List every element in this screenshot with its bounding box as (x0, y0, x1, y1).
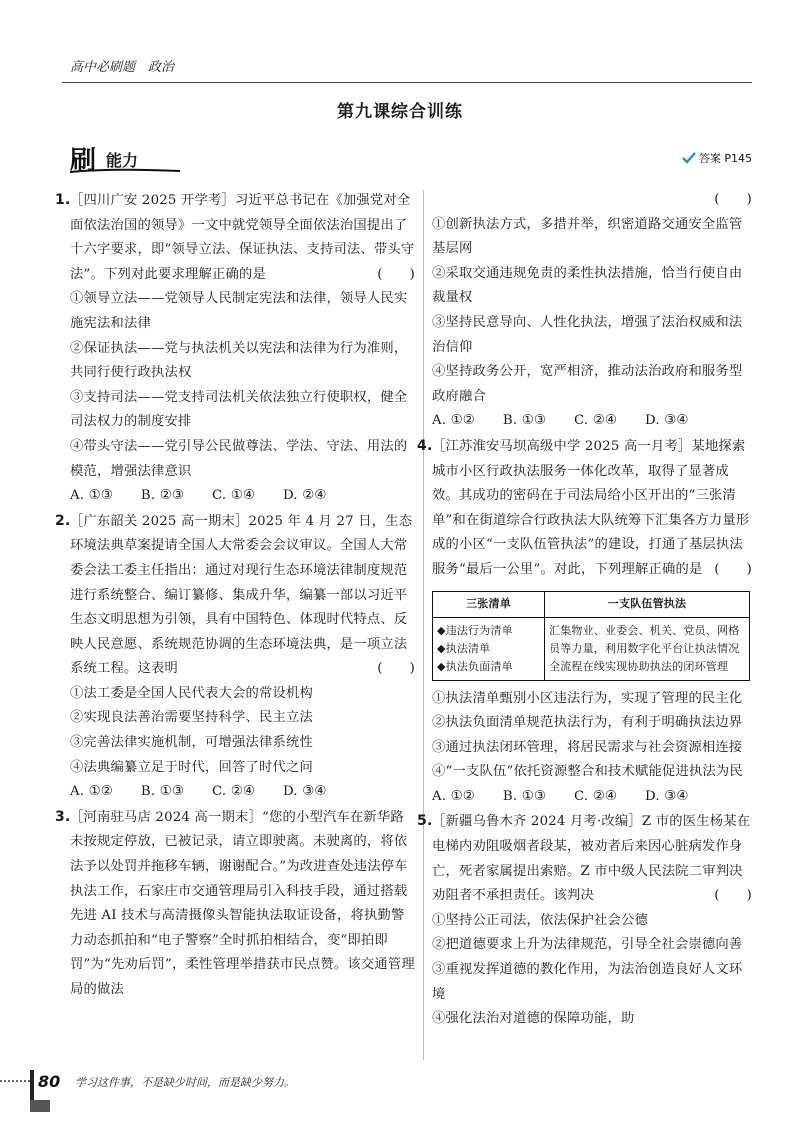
answer-reference-label: 答案 P145 (698, 152, 752, 165)
left-column (55, 188, 415, 1003)
question-number: 3. (55, 808, 71, 825)
question-4-option-4: ④“一支队伍”依托资源整合和技术赋能促进执法为民 (432, 764, 743, 780)
question-1-option-4: ④带头守法——党引导公民做尊法、学法、守法、用法的模范，增强法律意识 (70, 438, 408, 479)
question-4-option-2: ②执法负面清单规范执法行为，有利于明确执法边界 (432, 715, 743, 731)
choice-d: D. ③④ (282, 784, 327, 800)
question-5-option-2: ②把道德要求上升为法律规范，引导全社会崇德向善 (432, 937, 743, 953)
choice-b: B. ②③ (140, 488, 184, 504)
question-4-table (432, 591, 750, 681)
check-icon (682, 152, 696, 164)
choice-d: D. ③④ (644, 788, 689, 804)
question-3-option-2: ②采取交通违规免责的柔性执法措施，恰当行使自由裁量权 (432, 265, 743, 306)
question-4-option-3: ③通过执法闭环管理，将居民需求与社会资源相连接 (432, 739, 743, 755)
question-5-option-4: ④强化法治对道德的保障功能，助 (432, 1011, 635, 1027)
footer-block (30, 1100, 50, 1112)
table-header-row (433, 591, 750, 617)
choice-a: A. ①② (432, 413, 475, 429)
question-2 (55, 509, 415, 805)
table-header-cell: 一支队伍管执法 (545, 591, 750, 617)
answer-bracket: ( ) (377, 661, 415, 677)
brand-mark: 刷 (70, 146, 97, 176)
page-title: 第九课综合训练 (337, 102, 463, 122)
question-number: 4. (417, 437, 433, 454)
question-number: 5. (417, 813, 433, 830)
question-1-option-1: ①领导立法——党领导人民制定宪法和法律，领导人民实施宪法和法律 (70, 291, 408, 331)
question-5-stem: 5.［新疆乌鲁木齐 2024 月考·改编］Z 市的医生杨某在电梯内劝阻吸烟者段某，被劝者后来因心脏病发作身亡，死者家属提出索赔。Z 市中级人民法院二审判决劝阻者不承担责任。该判决 ( ) (432, 809, 752, 908)
header-divider (62, 82, 752, 83)
question-3-option-4: ④坚持政务公开，宽严相济，推动法治政府和服务型政府融合 (432, 364, 743, 404)
brand-label: 能力 (106, 151, 139, 170)
right-column (417, 188, 752, 1032)
answer-bracket: ( ) (377, 266, 415, 282)
choice-c: C. ①④ (211, 488, 255, 504)
question-4-stem: 4.［江苏淮安马坝高级中学 2025 高一月考］某地探索城市小区行政执法服务一体化改革，取得了显著成效。其成功的密码在于司法局给小区开出的“三张清单”和在街道综合行政执法大队统筹下汇集各方力量形成的小区“一支队伍管执法”的建设，打通了基层执法服务“最后一公里”。对此，下列理解正确的是 ( ) (432, 434, 752, 583)
list-item: ◆违法行为清单 (437, 623, 513, 637)
page-number: 80 (38, 1072, 61, 1091)
question-5-option-3: ③重视发挥道德的教化作用，为法治创造良好人文环境 (432, 962, 743, 1002)
column-divider (423, 190, 424, 1060)
table-header-cell: 三张清单 (433, 591, 545, 617)
question-3-option-1: ①创新执法方式，多措并举，织密道路交通安全监管基层网 (432, 216, 743, 257)
question-4-choices (432, 785, 752, 810)
list-item: ◆执法清单 (437, 641, 491, 655)
book-header: 高中必刷题 政治 (70, 60, 175, 75)
section-brand (70, 140, 180, 176)
question-3-bracket-line (432, 188, 752, 213)
table-cell-description: 汇集物业、业委会、机关、党员、网格员等力量，利用数字化平台让执法情况全流程在线实现协助执法的闭环管理 (545, 617, 750, 680)
choice-d: D. ③④ (644, 413, 689, 429)
table-cell-lists (433, 617, 545, 680)
choice-c: C. ②④ (211, 784, 255, 800)
question-3-stem: 3.［河南驻马店 2024 高一期末］“您的小型汽车在新华路未按规定停放，已被记录，请立即驶离。未驶离的，将依法予以处罚并拖移车辆，谢谢配合。”为改进查处违法停车执法工作，石家庄市交通管理局引入科技手段，通过搭载先进 AI 技术与高清摄像头智能执法取证设备，将执勤警力动态抓拍和“电子警察”全时抓拍相结合，变“即拍即罚”为“先劝后罚”，柔性管理举措获市民点赞。该交通管理局的做法 (70, 805, 415, 1003)
question-1 (55, 188, 415, 509)
question-4 (417, 434, 752, 810)
choice-b: B. ①③ (140, 784, 184, 800)
answer-bracket: ( ) (714, 561, 752, 577)
answer-bracket: ( ) (714, 888, 752, 904)
question-1-choices (70, 484, 415, 509)
page-number-tab (30, 1070, 70, 1100)
question-3-option-3: ③坚持民意导向、人性化执法，增强了法治权威和法治信仰 (432, 314, 743, 355)
question-4-option-1: ①执法清单甄别小区违法行为，实现了管理的民主化 (432, 690, 743, 706)
answer-reference (682, 150, 752, 166)
question-number: 1. (55, 192, 71, 208)
list-item: ◆执法负面清单 (437, 659, 513, 673)
answer-bracket: ( ) (714, 192, 752, 207)
question-1-option-3: ③支持司法——党支持司法机关依法独立行使职权，健全司法权力的制度安排 (70, 389, 408, 430)
choice-b: B. ①③ (502, 413, 546, 429)
question-1-stem: 1.［四川广安 2025 开学考］习近平总书记在《加强党对全面依法治国的领导》一文中就党领导全面依法治国提出了十六字要求，即“领导立法、保证执法、支持司法、带头守法”。下列对此要求理解正确的是 ( ) (70, 188, 415, 287)
question-5-option-1: ①坚持公正司法，依法保护社会公德 (432, 912, 648, 928)
choice-d: D. ②④ (282, 488, 327, 504)
question-5 (417, 809, 752, 1031)
question-3 (55, 805, 415, 1003)
question-2-choices (70, 780, 415, 805)
question-3-continued (432, 188, 752, 434)
choice-c: C. ②④ (573, 788, 617, 804)
question-2-option-2: ②实现良法善治需要坚持科学、民主立法 (70, 710, 313, 726)
table-row (433, 617, 750, 680)
brand-swoosh-icon (70, 168, 180, 174)
question-3-choices (432, 409, 752, 434)
question-number: 2. (55, 512, 71, 529)
choice-a: A. ①② (70, 784, 113, 800)
footer-motto: 学习这件事，不是缺少时间，而是缺少努力。 (75, 1076, 295, 1089)
question-2-option-4: ④法典编纂立足于时代，回答了时代之问 (70, 759, 313, 775)
question-1-option-2: ②保证执法——党与执法机关以宪法和法律为行为准则，共同行使行政执法权 (70, 340, 408, 381)
question-2-stem: 2.［广东韶关 2025 高一期末］2025 年 4 月 27 日，生态环境法典草案提请全国人大常委会会议审议。全国人大常委会法工委主任指出：通过对现行生态环境法律制度规范进行系统整合、编订纂修、集成升华，编纂一部以习近平生态文明思想为引领，具有中国特色、体现时代特点、反映人民意愿、系统规范协调的生态环境法典，是一项立法系统工程。这表明 ( ) (70, 509, 415, 682)
choice-a: A. ①③ (70, 488, 113, 504)
question-2-option-3: ③完善法律实施机制，可增强法律系统性 (70, 735, 313, 751)
choice-a: A. ①② (432, 788, 475, 804)
choice-c: C. ②④ (573, 413, 617, 429)
choice-b: B. ①③ (502, 788, 546, 804)
question-2-option-1: ①法工委是全国人民代表大会的常设机构 (70, 685, 313, 701)
